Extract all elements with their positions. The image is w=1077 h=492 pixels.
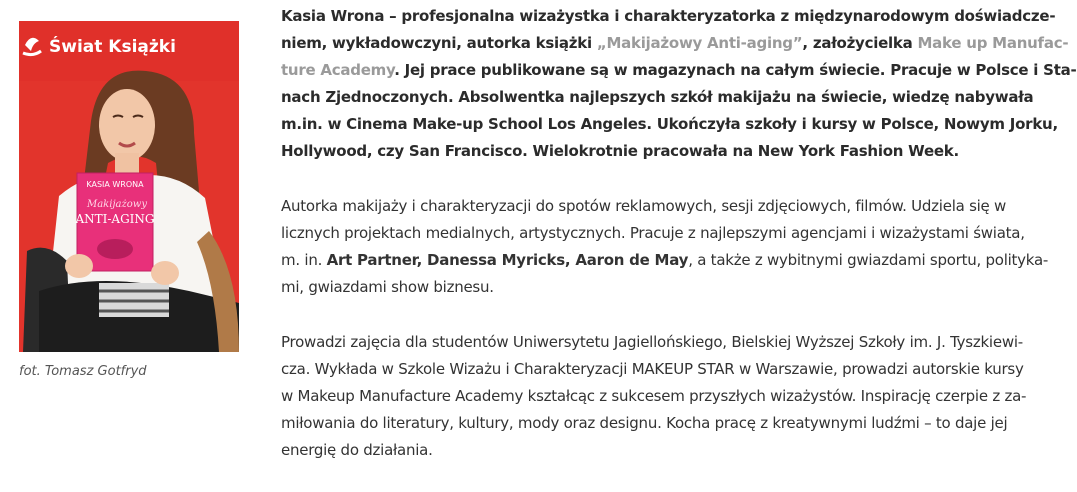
- bio-paragraph-teaching: [281, 329, 1027, 464]
- bio-line: mi, gwiazdami show biznesu.: [281, 278, 494, 296]
- banner-text: Świat Książki: [49, 37, 176, 57]
- bio-line: [281, 30, 1069, 57]
- bio-line: Autorka makijaży i charakteryzacji do spotów reklamowych, sesji zdjęciowych, filmów. Udziela się w: [281, 197, 1007, 215]
- bio-line: cza. Wykłada w Szkole Wizażu i Charakteryzacji MAKEUP STAR w Warszawie, prowadzi autorskie kursy: [281, 360, 1024, 378]
- bio-line: licznych projektach medialnych, artystycznych. Pracuje z najlepszymi agencjami i wizażystami świata,: [281, 224, 1025, 242]
- bio-text: . Jej prace publikowane są w magazynach na całym świecie. Pracuje w Polsce i Sta-: [394, 61, 1077, 79]
- book-author: KASIA WRONA: [86, 180, 144, 189]
- author-photo-illustration: [19, 21, 239, 352]
- partners-list: Art Partner, Danessa Myricks, Aaron de May: [326, 251, 689, 269]
- bio-text: , założycielka: [802, 34, 918, 52]
- bio-line: [281, 57, 1077, 84]
- bio-line: [281, 247, 1049, 274]
- bio-line: Hollywood, czy San Francisco. Wielokrotnie pracowała na New York Fashion Week.: [281, 142, 959, 160]
- bio-line: w Makeup Manufacture Academy kształcąc z sukcesem przyszłych wizażystów. Inspirację czerpie z za-: [281, 387, 1027, 405]
- bio-line: energię do działania.: [281, 441, 433, 459]
- book-title: ANTI-AGING: [75, 212, 155, 226]
- book-script-title: Makijażowy: [86, 199, 148, 210]
- bio-text: m. in.: [281, 251, 327, 269]
- academy-link[interactable]: ture Academy: [281, 61, 395, 79]
- bio-line: m.in. w Cinema Make-up School Los Angeles. Ukończyła szkoły i kursy w Polsce, Nowym Jorku,: [281, 115, 1058, 133]
- bio-text: , a także z wybitnymi gwiazdami sportu, polityka-: [688, 251, 1049, 269]
- bio-paragraph-lead: [281, 3, 1077, 165]
- bio-line: Kasia Wrona – profesjonalna wizażystka i charakteryzatorka z międzynarodowym doświadcze-: [281, 7, 1056, 25]
- author-photo: [19, 21, 239, 352]
- academy-link[interactable]: Make up Manufac-: [917, 34, 1069, 52]
- bio-line: miłowania do literatury, kultury, mody oraz designu. Kocha pracę z kreatywnymi ludźmi – to daje jej: [281, 414, 1008, 432]
- photo-caption: fot. Tomasz Gotfryd: [19, 364, 147, 379]
- bio-text: niem, wykładowczyni, autorka książki: [281, 34, 597, 52]
- bio-paragraph-work: [281, 193, 1049, 301]
- bio-line: nach Zjednoczonych. Absolwentka najlepszych szkół makijażu na świecie, wiedzę nabywała: [281, 88, 1034, 106]
- book-title-link[interactable]: „Makijażowy Anti-aging”: [596, 34, 803, 52]
- bio-line: Prowadzi zajęcia dla studentów Uniwersytetu Jagiellońskiego, Bielskiej Wyższej Szkoły im. J. Tyszkiewi-: [281, 333, 1023, 351]
- author-bio: [281, 3, 1077, 492]
